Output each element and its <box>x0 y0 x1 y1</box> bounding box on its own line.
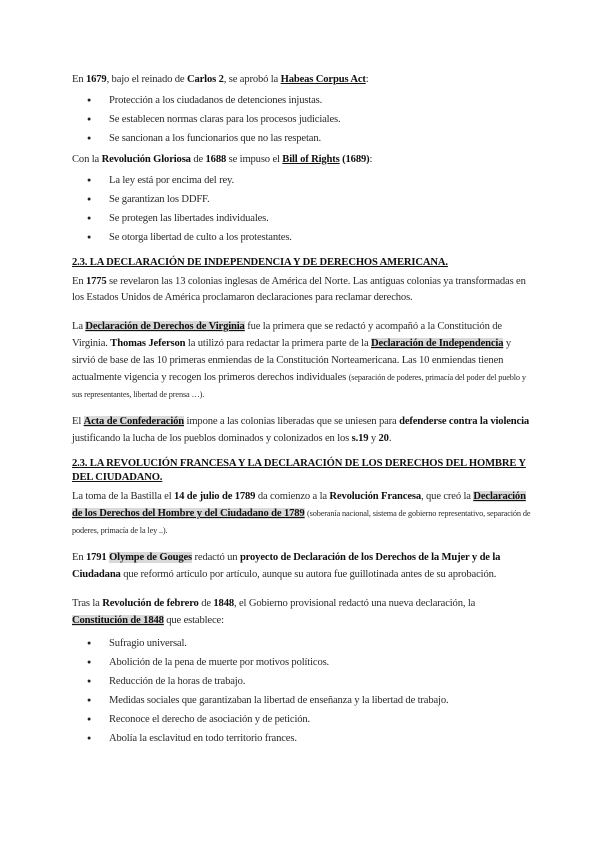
list-item: ● La ley está por encima del rey. <box>72 171 532 190</box>
text: , el Gobierno provisional redactó una nueva declaración, la <box>234 598 476 609</box>
bold-year: 1775 <box>85 276 107 287</box>
text: La <box>72 321 86 332</box>
bold-underlined-term: Declaración de Independencia <box>371 338 504 349</box>
text: impone a las colonias liberadas que se uniesen para <box>184 416 400 427</box>
text: fue la primera que se redactó y acompañó a la Constitución de Virginia. <box>72 321 502 349</box>
bold-term: Revolución de febrero <box>102 598 199 609</box>
text: da comienzo a la <box>255 491 330 502</box>
list-item: ● Se garantizan los DDFF. <box>72 190 532 209</box>
text: , que creó la <box>421 491 474 502</box>
document-page <box>72 66 532 748</box>
bold-term: proyecto de Declaración de los Derechos de la Mujer y de la Ciudadana <box>72 552 501 580</box>
text: de <box>190 154 206 165</box>
text: que establece: <box>163 615 224 626</box>
paragraph-1848 <box>72 595 532 629</box>
section-heading: 2.3. LA REVOLUCIÓN FRANCESA Y LA DECLARACIÓN DE LOS DERECHOS DEL HOMBRE Y DEL CIUDADANO. <box>72 458 526 483</box>
text: y sirvió de base de las 10 primeras enmiendas de la Constitución Norteamericana. Las 10 enmiendas tienen actualmente vigencia y recogen los primeros derechos individuales <box>72 338 512 383</box>
bold-underlined-term: Declaración de Derechos de Virginia <box>85 321 245 332</box>
bold-term: 20 <box>378 433 389 444</box>
text: . <box>388 433 392 444</box>
bold-year: (1689) <box>342 154 370 165</box>
list-item: ● Se sancionan a los funcionarios que no las respetan. <box>72 129 532 148</box>
text: La toma de la Bastilla el <box>72 491 175 502</box>
text: se impuso el <box>226 154 283 165</box>
bold-term: defenderse contra la violencia <box>399 416 530 427</box>
list-item: ● Reducción de la horas de trabajo. <box>72 672 532 691</box>
bold-term: Revolución Gloriosa <box>101 154 191 165</box>
bold-date: 14 de julio de 1789 <box>174 491 256 502</box>
list-item: ● Protección a los ciudadanos de detenciones injustas. <box>72 91 532 110</box>
text: de <box>198 598 214 609</box>
bold-year: 1688 <box>205 154 227 165</box>
bold-underlined-term: Acta de Confederación <box>83 416 185 427</box>
small-note: (separación de poderes, primacía del poder del pueblo y sus representantes, libertad de prensa …). <box>72 373 526 399</box>
text: En <box>72 276 86 287</box>
bold-term: Revolución Francesa <box>329 491 422 502</box>
bullet-list-bill <box>72 171 532 247</box>
bold-year: 1848 <box>213 598 234 609</box>
list-item: ● Se protegen las libertades individuales. <box>72 209 532 228</box>
bold-underlined-term: Bill of Rights <box>282 154 340 165</box>
list-item: ● Abolía la esclavitud en todo territorio frances. <box>72 729 532 748</box>
text: , bajo el reinado de <box>106 74 187 85</box>
paragraph-bill-of-rights <box>72 152 532 168</box>
list-item: ● Abolición de la pena de muerte por motivos políticos. <box>72 653 532 672</box>
paragraph-virginia <box>72 318 532 403</box>
text: En <box>72 552 86 563</box>
bold-term: s.19 <box>351 433 369 444</box>
paragraph-confederacion <box>72 413 532 447</box>
text: redactó un <box>192 552 240 563</box>
list-item: ● Se otorga libertad de culto a los protestantes. <box>72 228 532 247</box>
paragraph-revolucion-francesa <box>72 488 532 539</box>
bold-underlined-term: Constitución de 1848 <box>72 615 164 626</box>
text: justificando la lucha de los pueblos dominados y colonizados en los <box>72 433 352 444</box>
bold-underlined-term: Declaración de los Derechos del Hombre y del Ciudadano de 1789 <box>72 491 526 519</box>
bullet-list-1848 <box>72 634 532 748</box>
text: se revelaron las 13 colonias inglesas de América del Norte. Las antiguas colonias ya transformadas en los Estados Unidos de América proclamaron declaraciones para reclamar derechos. <box>72 276 526 303</box>
text: que reformó artículo por artículo, aunque su autora fue guillotinada antes de su aprobación. <box>120 569 497 580</box>
bold-name: Carlos 2 <box>186 74 224 85</box>
text: y <box>368 433 379 444</box>
text: Tras la <box>72 598 103 609</box>
text: la utilizó para redactar la primera parte de la <box>185 338 372 349</box>
list-item: ● Sufragio universal. <box>72 634 532 653</box>
bullet-list-habeas <box>72 91 532 148</box>
text: En <box>72 74 86 85</box>
text: : <box>369 154 373 165</box>
paragraph-habeas-corpus <box>72 72 532 88</box>
section-heading: 2.3. LA DECLARACIÓN DE INDEPENDENCIA Y DE DERECHOS AMERICANA. <box>72 257 448 268</box>
bold-name: Thomas Jeferson <box>110 338 186 349</box>
bold-year: 1679 <box>85 74 107 85</box>
bold-name: Olympe de Gouges <box>109 552 193 563</box>
paragraph-olympe <box>72 549 532 583</box>
list-item: ● Medidas sociales que garantizaban la libertad de enseñanza y la libertad de trabajo. <box>72 691 532 710</box>
small-note: (soberanía nacional, sistema de gobierno representativo, separación de poderes, primacía de la ley ..). <box>72 509 531 535</box>
bold-year: 1791 <box>85 552 107 563</box>
text: , se aprobó la <box>223 74 281 85</box>
bold-underlined-term: Habeas Corpus Act <box>280 74 366 85</box>
list-item: ● Reconoce el derecho de asociación y de petición. <box>72 710 532 729</box>
list-item: ● Se establecen normas claras para los procesos judiciales. <box>72 110 532 129</box>
text: El <box>72 416 84 427</box>
text: : <box>365 74 369 85</box>
paragraph-colonias <box>72 274 532 306</box>
text: Con la <box>72 154 102 165</box>
